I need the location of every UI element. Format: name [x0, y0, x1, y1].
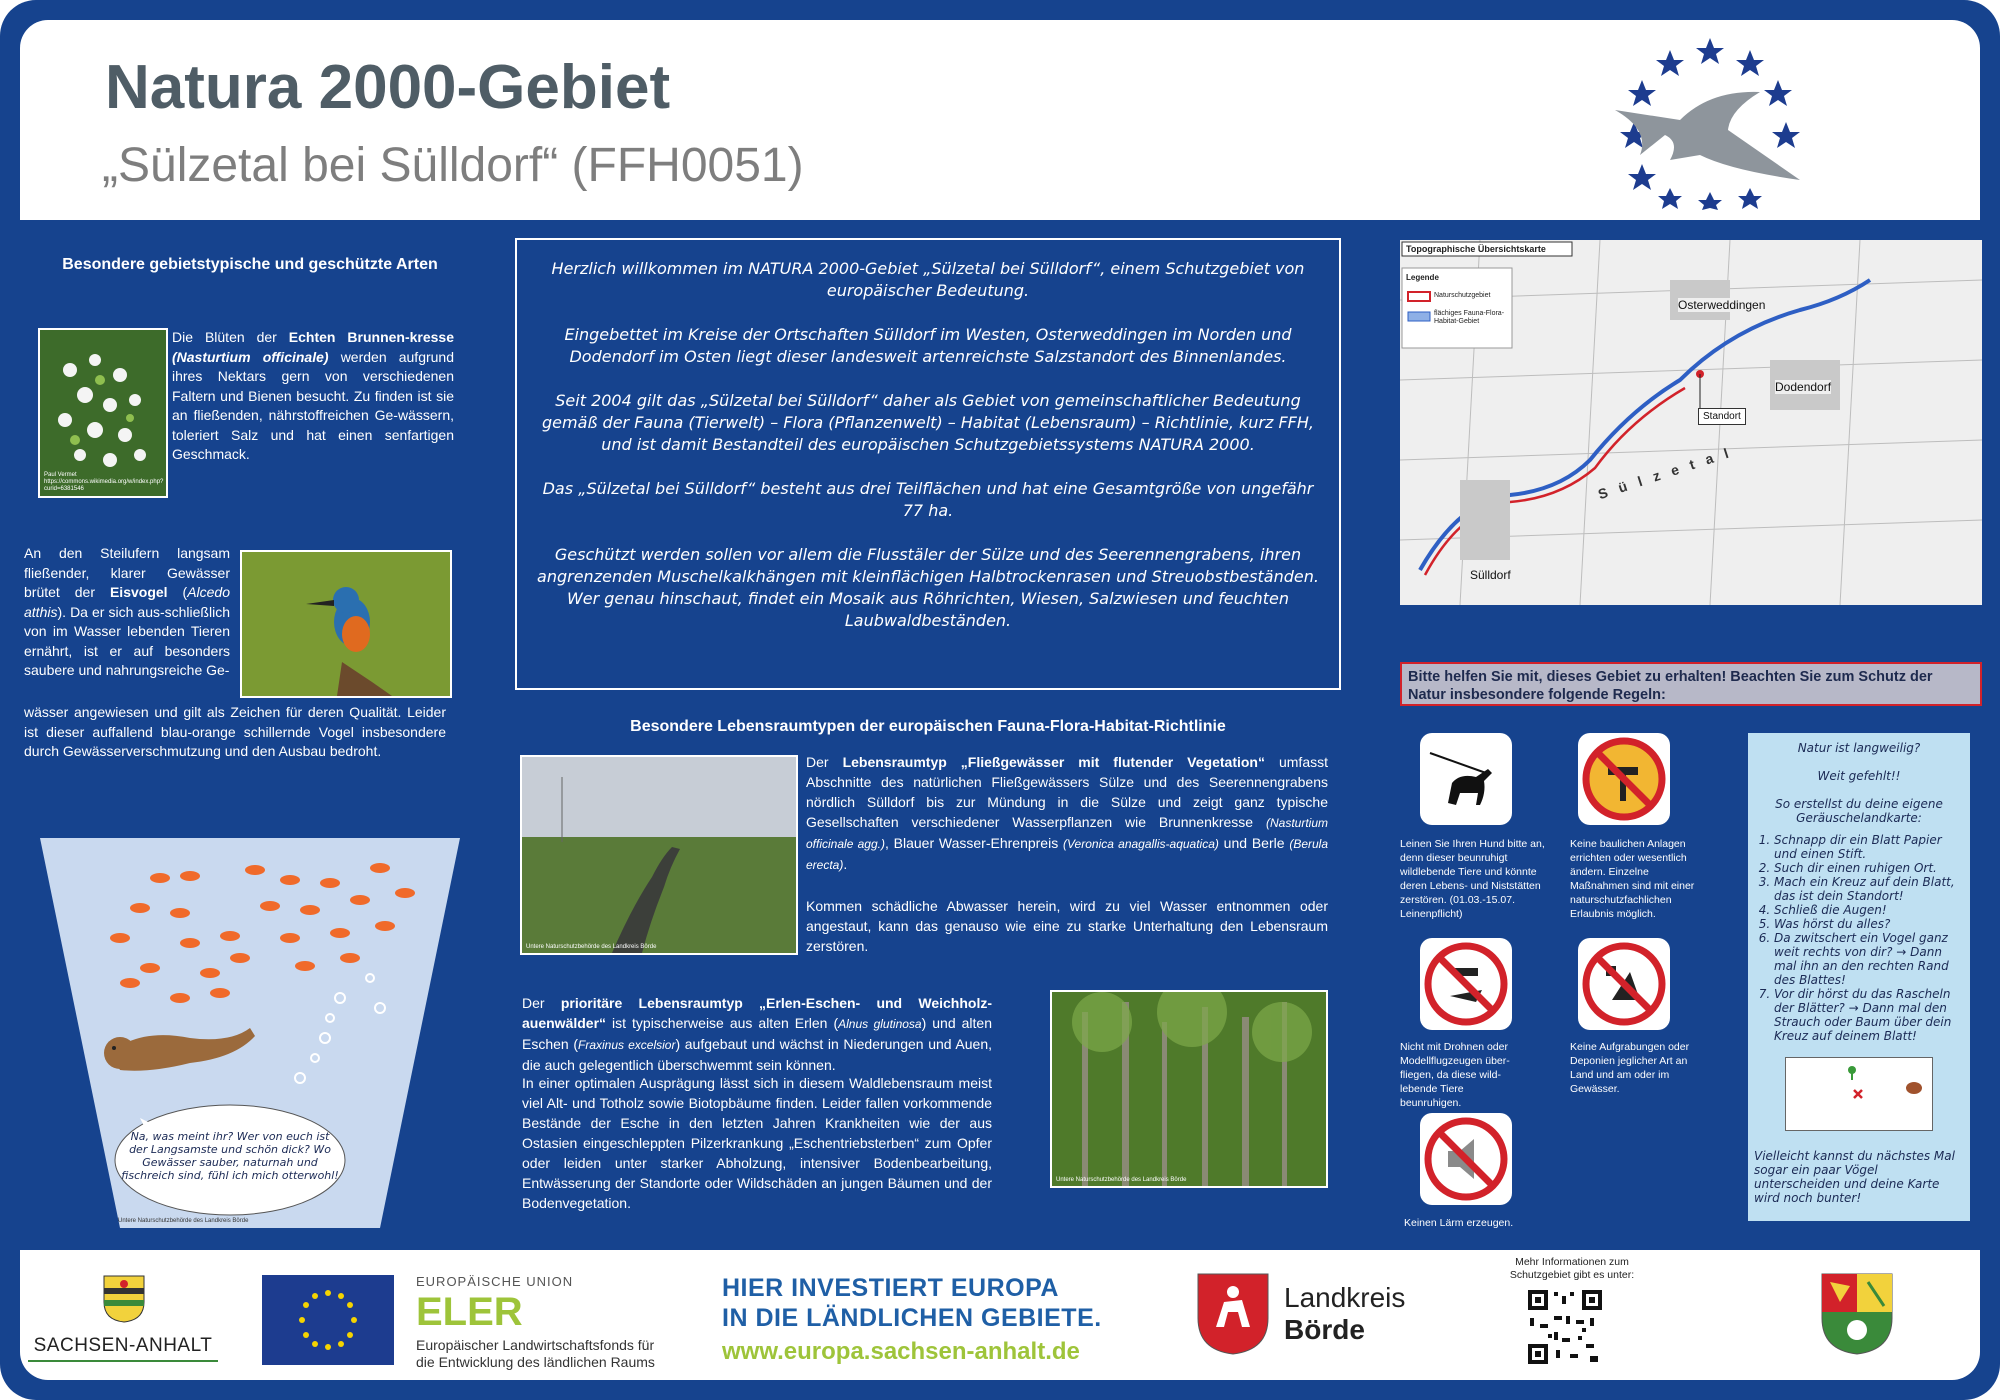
page-title: Natura 2000-Gebiet — [105, 53, 671, 122]
europa-url[interactable]: www.europa.sachsen-anhalt.de — [722, 1338, 1080, 1365]
rule-noise-text: Keinen Lärm erzeugen. — [1404, 1217, 1514, 1229]
sign-dog-leash — [1420, 733, 1512, 825]
footer: SACHSEN-ANHALT EUROPÄISCHE UNION ELER Europäischer Landwirtschaftsfonds für die Entwicklung des ländlichen Raums HIER INVESTIERT EUROPA IN DIE LÄNDLICHEN GEBIETE. www.europa.sachsen-anhalt.de Landkreis Börde Mehr Informationen zum Schutzgebiet gibt es unter: — [20, 1250, 1980, 1380]
watercress-photo — [38, 328, 168, 498]
forest-threats-text: In einer optimalen Ausprägung lässt sich in diesem Waldlebensraum meist viel Alt- und Totholz sowie Biotopbäume finden. Leider fallen vorkommende Bestände der Esche in den letzten Jahren Krankheiten wie der aus Ostasien eingeschleppten Pilzerkrankung „Eschentriebsterben“ zum Opfer oder leiden unter starker Abholzung, intensiver Bodenbearbeitung, Entwässerung der Standorte oder Wildschäden an jungen Bäumen und der Bodenvegetation. — [522, 1075, 992, 1211]
rule-digging-text: Keine Aufgrabungen oder Deponien jeglicher Art an Land und am oder im Gewässer. — [1570, 1041, 1690, 1095]
eler-label: ELER — [416, 1290, 523, 1334]
invest-line-2: IN DIE LÄNDLICHEN GEBIETE. — [722, 1304, 1102, 1332]
sachsen-anhalt-label: SACHSEN-ANHALT — [33, 1335, 213, 1356]
eu-star-icon — [1772, 122, 1800, 148]
river-habitat-text: Der Lebensraumtyp „Fließgewässer mit flutender Vegetation“ umfasst Abschnitte des natürlichen Fließgewässers Sülze und des Seerennengrabens nördlich Sülldorf bis zur Mündung in die Sülze und zeigt ganz typische Gesellschaften verschiedener Wasserpflanzen wie Brunnenkresse (Nasturtium officinale agg.), Blauer Wasser-Ehrenpreis (Veronica anagallis-aquatica) und Berle (Berula erecta). — [806, 754, 1329, 872]
rules-banner: Bitte helfen Sie mit, dieses Gebiet zu erhalten! Beachten Sie zum Schutz der Natur insbesondere folgende Regeln: — [1400, 662, 1982, 706]
boerde-label: Börde — [1284, 1314, 1365, 1345]
map-title: Topographische Übersichtskarte — [1406, 244, 1546, 254]
sound-map-sketch — [1785, 1057, 1933, 1131]
map-standort-label: Standort — [1698, 408, 1746, 425]
rule-dog-text: Leinen Sie Ihren Hund bitte an, denn dieser beunruhigt wildlebende Tiere und könnte deren Lebens- und Niststätten zerstören. (01.03.-15.07. Leinenpflicht) — [1400, 838, 1545, 920]
sign-no-building — [1578, 733, 1670, 825]
qr-code[interactable] — [1526, 1288, 1604, 1366]
sign-no-noise — [1420, 1113, 1512, 1205]
cross-icon — [1854, 1090, 1862, 1098]
no-building-icon — [1578, 733, 1670, 825]
rule-building-text: Keine baulichen Anlagen errichten oder wesentlich ändern. Einzelne Maßnahmen sind mit einer naturschutzfachlichen Erlaubnis möglich. — [1570, 838, 1695, 920]
sign-no-drones — [1420, 938, 1512, 1030]
rule-drones-text: Nicht mit Drohnen oder Modellflugzeugen über-fliegen, da diese wild-lebende Tiere beunruhigen. — [1400, 1041, 1510, 1109]
otter-speech-text: Na, was meint ihr? Wer von euch ist der Langsamste und schön dick? Wo Gewässer sauber, naturnah und fischreich sind, fühl ich mich otterwohl! — [121, 1130, 339, 1182]
forest-habitat-text: Der prioritäre Lebensraumtyp „Erlen-Eschen- und Weichholz-auenwälder“ ist typischerweise aus alten Erlen (Alnus glutinosa) und alten Eschen (Fraxinus excelsior) aufgebaut und wächst in Niederungen und Auen, die auch gelegentlich überschwemmt sein können. — [522, 995, 993, 1073]
eu-star-icon — [1628, 164, 1656, 190]
map-valley-label: S ü l z e t a l — [1595, 443, 1735, 503]
map-town-osterweddingen: Osterweddingen — [1678, 298, 1766, 312]
eu-stars-icon — [262, 1275, 394, 1365]
map-town-suelldorf: Sülldorf — [1470, 568, 1511, 582]
eu-star-icon — [1658, 188, 1682, 209]
header — [20, 20, 1980, 220]
sound-map-note: Natur ist langweilig? Weit gefehlt!! So erstellst du deine eigene Geräuschelandkarte: 1. Schnapp dir ein Blatt Papier und einen Stift. 2. Such dir einen ruhigen Ort. 3. Mach ein Kreuz auf dein Blatt, das ist dein Standort! 4. Schließ die Augen! 5. Was hörst du alles? 6. Da zwitschert ein Vogel ganz weit rechts von dir? → Dann mal ihn an den rechten Rand des Blattes! 7. Vor dir hörst du das Rascheln der Blätter? → Dann mal den Strauch oder Baum über dein Kreuz auf deinem Blatt! Vielleicht kannst du nächstes Mal sogar ein paar Vögel unterscheiden und deine Karte wird noch bunter! — [1748, 733, 1970, 1221]
kingfisher-photo — [240, 550, 452, 698]
eu-star-icon — [1738, 188, 1762, 209]
eu-star-icon — [1656, 50, 1684, 76]
eu-star-icon — [1698, 192, 1722, 210]
qr-info-text: Mehr Informationen zum Schutzgebiet gibt es unter: — [1509, 1256, 1635, 1281]
forest-photo: Untere Naturschutzbehörde des Landkreis Börde — [1050, 990, 1328, 1188]
sachsen-anhalt-coat-of-arms-icon — [102, 1274, 146, 1324]
natura-2000-logo — [1610, 30, 1810, 210]
landkreis-label: Landkreis — [1284, 1282, 1406, 1313]
bird-icon — [1906, 1082, 1922, 1094]
kingfisher-text-top: An den Steilufern langsam fließender, klarer Gewässer brütet der Eisvogel (Alcedo atthis). Da er sich aus-schließlich von im Wasser lebenden Tieren ernährt, ist er auf besonders saubere und nahrungsreiche Ge- — [24, 545, 230, 678]
sign-no-digging — [1578, 938, 1670, 1030]
welcome-box: Herzlich willkommen im NATURA 2000-Gebiet „Sülzetal bei Sülldorf“, einem Schutzgebiet von europäischer Bedeutung. Eingebettet im Kreise der Ortschaften Sülldorf im Westen, Osterweddingen im Norden und Dodendorf im Osten liegt dieser landesweit artenreichste Salzstandort des Binnenlandes. Seit 2004 gilt das „Sülzetal bei Sülldorf“ daher als Gebiet von gemeinschaftlicher Bedeutung gemäß der Fauna (Tierwelt) – Flora (Pflanzenwelt) – Habitat (Lebensraum) – Richtlinie, kurz FFH, und ist damit Bestandteil des europäischen Schutzgebietssystems NATURA 2000. Das „Sülzetal bei Sülldorf“ besteht aus drei Teilflächen und hat eine Gesamtgröße von ungefähr 77 ha. Geschützt werden sollen vor allem die Flusstäler der Sülze und des Seerennengrabens, ihren angrenzenden Muschelkalkhängen mit kleinflächigen Halbtrockenrasen und Streuobstbeständen. Wer genau hinschaut, findet ein Mosaik aus Röhrichten, Wiesen, Salzwiesen und feuchten Laubwaldbeständen. — [515, 238, 1341, 690]
eu-star-icon — [1628, 80, 1656, 106]
photo-credit: Paul Vermet https://commons.wikimedia.org/w/index.php?curid=6381546 — [44, 472, 164, 492]
map-legend-title: Legende — [1406, 273, 1439, 282]
no-digging-icon — [1578, 938, 1670, 1030]
no-noise-icon — [1420, 1113, 1512, 1205]
watercress-text: Die Blüten der Echten Brunnen-kresse (Nasturtium officinale) werden aufgrund ihres Nektars gern von verschiedenen Faltern und Bienen besucht. Zu finden ist sie an fließenden, nährstoffreichen Ge-wässern, toleriert Salz und hat einen senfartigen Geschmack. — [172, 329, 455, 462]
municipality-coat-of-arms-icon — [1820, 1272, 1894, 1356]
sound-map-steps: 1. Schnapp dir ein Blatt Papier und einen Stift. 2. Such dir einen ruhigen Ort. 3. Mach ein Kreuz auf dein Blatt, das ist dein Standort! 4. Schließ die Augen! 5. Was hörst du alles? 6. Da zwitschert ein Vogel ganz weit rechts von dir? → Dann mal ihn an den rechten Rand des Blattes! 7. Vor dir hörst du das Rascheln der Blätter? → Dann mal den Strauch oder Baum über dein Kreuz auf deinem Blatt! — [1754, 833, 1964, 1043]
eu-flag — [262, 1275, 394, 1365]
eu-star-icon — [1696, 38, 1724, 64]
eu-star-icon — [1764, 80, 1792, 106]
overview-map: Topographische Übersichtskarte Legende Naturschutzgebiet flächiges Fauna-Flora-Habitat-Gebiet Osterweddingen Dodendorf Sülldorf Standort S ü l z e t a l — [1400, 240, 1982, 605]
river-threats-text: Kommen schädliche Abwasser herein, wird zu viel Wasser entnommen oder angestaut, kann das genauso wie eine zu starke Unterhaltung den Lebensraum zerstören. — [806, 898, 1328, 954]
landkreis-boerde-coat-of-arms-icon — [1196, 1272, 1270, 1356]
kingfisher-text-bottom: wässer angewiesen und gilt als Zeichen für deren Qualität. Leider ist dieser auffallend blau-orange schillernde Vogel insbesondere durch Gewässerverschmutzung und den Ausbau bedroht. — [24, 704, 446, 759]
map-town-dodendorf: Dodendorf — [1775, 380, 1832, 394]
tree-icon — [1848, 1066, 1856, 1074]
river-photo: Untere Naturschutzbehörde des Landkreis Börde — [520, 755, 798, 955]
otter-credit: Untere Naturschutzbehörde des Landkreis Börde — [118, 1218, 249, 1224]
no-drones-icon — [1420, 938, 1512, 1030]
species-heading: Besondere gebietstypische und geschützte Arten — [62, 256, 438, 273]
dog-on-leash-icon — [1420, 733, 1512, 825]
invest-line-1: HIER INVESTIERT EUROPA — [722, 1274, 1059, 1302]
habitat-heading: Besondere Lebensraumtypen der europäischen Fauna-Flora-Habitat-Richtlinie — [630, 718, 1226, 735]
page-subtitle: „Sülzetal bei Sülldorf“ (FFH0051) — [102, 139, 804, 192]
kingfisher-icon — [242, 552, 450, 696]
eu-star-icon — [1736, 50, 1764, 76]
eu-union-label: EUROPÄISCHE UNION — [416, 1274, 574, 1289]
